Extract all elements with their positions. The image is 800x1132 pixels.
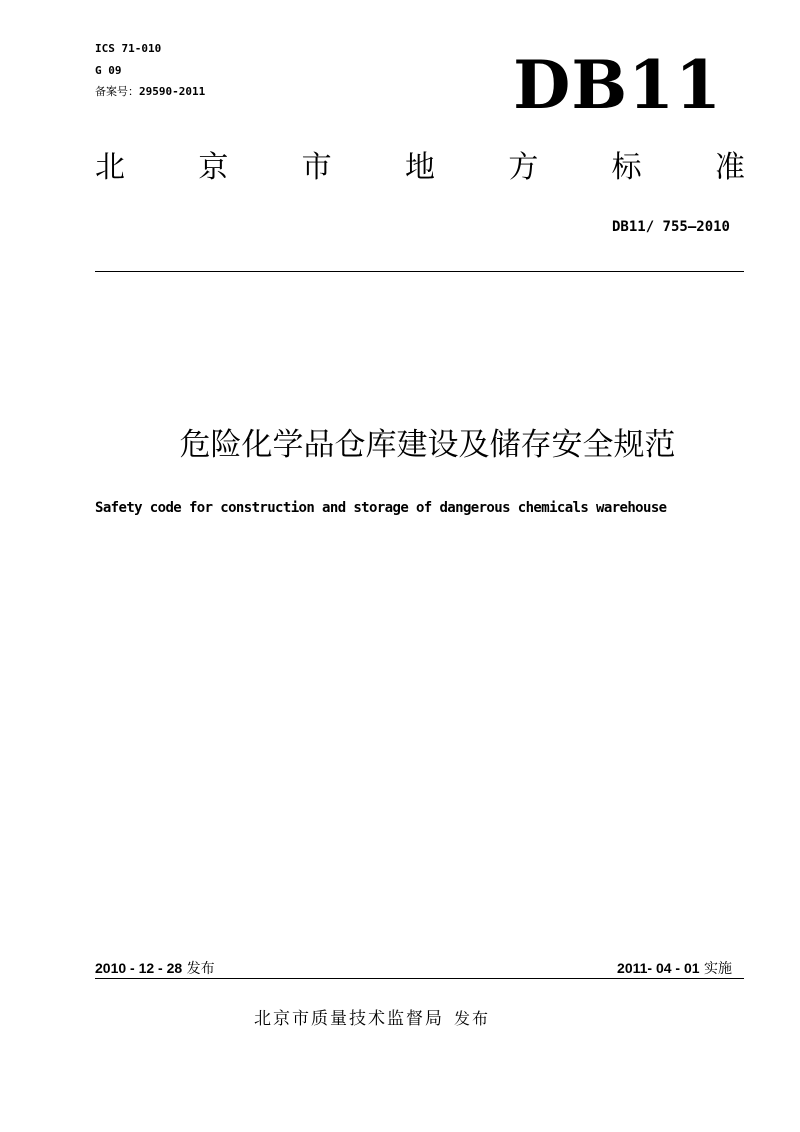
standard-number: DB11/ 755—2010: [611, 219, 730, 235]
issue-date: [95, 958, 215, 978]
record-number-label: 备案号：: [95, 85, 139, 98]
issuing-authority: [254, 1004, 490, 1029]
standard-type-char: 北: [95, 150, 125, 185]
standard-type-heading: [95, 150, 745, 186]
classification-code: G 09: [95, 64, 122, 77]
standard-type-char: 京: [198, 150, 229, 185]
header-divider: [95, 271, 744, 272]
standard-type-char: 地: [404, 150, 435, 185]
implementation-date-label: 实施: [704, 961, 732, 977]
issue-date-value: 2010 - 12 - 28: [95, 960, 183, 976]
record-number: [95, 85, 205, 98]
ics-code: ICS 71-010: [95, 42, 162, 55]
implementation-date-value: 2011- 04 - 01: [617, 960, 700, 976]
footer-divider: [95, 978, 744, 979]
standard-type-char: 市: [301, 150, 332, 185]
standard-type-char: 准: [714, 150, 745, 185]
record-number-value: 29590-2011: [139, 85, 206, 98]
document-title-english: Safety code for construction and storage of dangerous chemicals warehouse: [95, 500, 667, 516]
issuer-name: 北京市质量技术监督局: [254, 1009, 444, 1029]
issue-date-label: 发布: [186, 961, 215, 977]
standard-type-char: 方: [508, 150, 539, 185]
implementation-date: [617, 958, 732, 978]
db11-logo: DB11: [513, 46, 722, 124]
document-title-chinese: 危险化学品仓库建设及储存安全规范: [179, 427, 676, 463]
issuer-suffix: 发布: [454, 1009, 491, 1028]
standard-type-char: 标: [611, 150, 642, 185]
